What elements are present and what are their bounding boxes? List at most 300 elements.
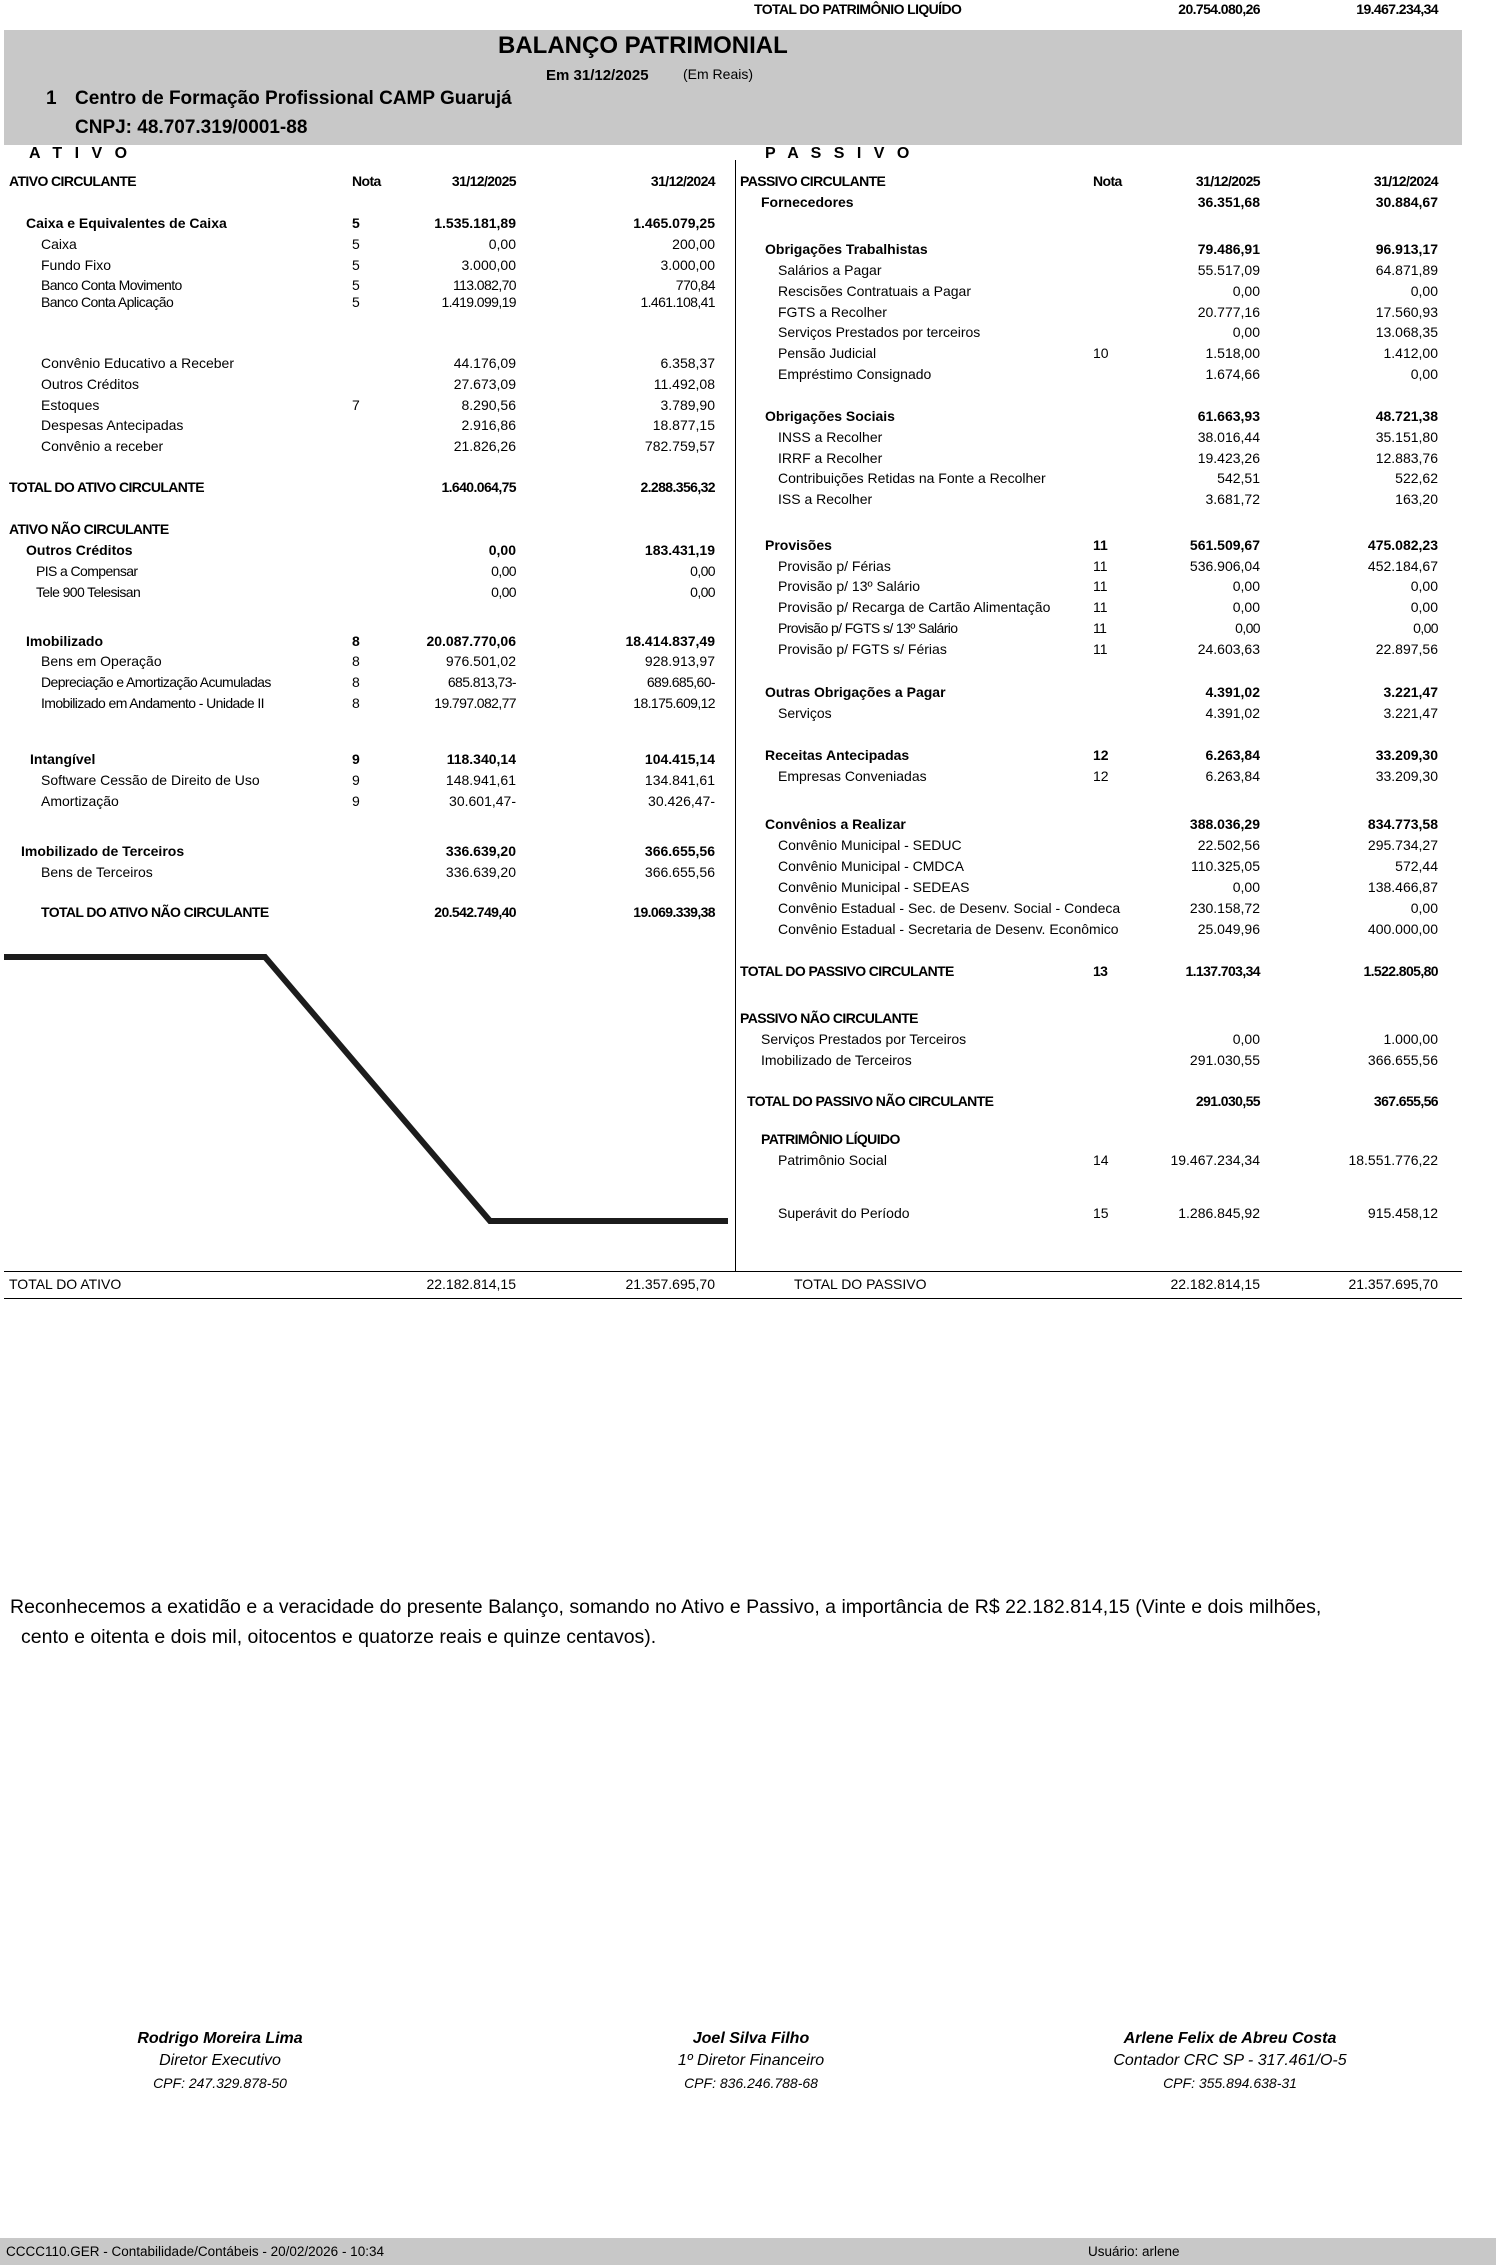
footer-user: Usuário: arlene	[1088, 2244, 1180, 2259]
row-value-2024: 31/12/2024	[1373, 173, 1438, 189]
ativo-row	[0, 293, 735, 311]
passivo-row	[735, 193, 1496, 211]
row-value-2024: 689.685,60-	[646, 674, 715, 690]
ativo-row	[0, 863, 735, 881]
row-nota: 8	[352, 633, 360, 649]
row-value-2024: 1.412,00	[1383, 345, 1438, 361]
row-label: Patrimônio Social	[778, 1152, 887, 1168]
row-value-2025: 6.263,84	[1205, 768, 1260, 784]
declaration-text	[10, 1592, 1470, 1652]
passivo-row	[735, 577, 1496, 595]
row-value-2024: 19.069.339,38	[633, 904, 715, 920]
row-value-2024: 0,00	[1410, 283, 1438, 299]
passivo-row	[735, 240, 1496, 258]
blank-area-cancel-line	[0, 945, 735, 1235]
row-value-2025: 31/12/2025	[451, 173, 516, 189]
row-value-2024: 6.358,37	[660, 355, 715, 371]
row-label: Receitas Antecipadas	[765, 747, 910, 763]
row-nota: Nota	[1093, 173, 1122, 189]
passivo-row	[735, 323, 1496, 341]
row-value-2024: 522,62	[1395, 470, 1438, 486]
row-value-2025: 79.486,91	[1197, 241, 1260, 257]
row-label: Imobilizado de Terceiros	[761, 1052, 912, 1068]
signer-cpf: CPF: 836.246.788-68	[684, 2075, 818, 2091]
signer-cpf: CPF: 355.894.638-31	[1163, 2075, 1297, 2091]
passivo-row	[735, 815, 1496, 833]
row-value-2024: 295.734,27	[1367, 837, 1438, 853]
row-label: Serviços Prestados por Terceiros	[761, 1031, 967, 1047]
declaration-line-2: cento e oitenta e dois mil, oitocentos e quatorze reais e quinze centavos).	[21, 1626, 657, 1648]
row-value-2025: 19.467.234,34	[1170, 1152, 1260, 1168]
ativo-row	[0, 694, 735, 712]
passivo-row	[735, 428, 1496, 446]
ativo-heading: A T I V O	[29, 145, 132, 162]
row-value-2025: 24.603,63	[1197, 641, 1260, 657]
row-value-2024: 134.841,61	[644, 772, 715, 788]
row-value-2025: 44.176,09	[453, 355, 516, 371]
row-label: PATRIMÔNIO LÍQUIDO	[761, 1131, 900, 1147]
row-label: TOTAL DO PATRIMÔNIO LIQUÍDO	[754, 1, 962, 17]
row-value-2025: 20.087.770,06	[426, 633, 516, 649]
passivo-row	[735, 557, 1496, 575]
row-value-2025: 0,00	[1232, 324, 1260, 340]
ativo-row	[0, 214, 735, 232]
passivo-row	[735, 1051, 1496, 1069]
row-label: Depreciação e Amortização Acumuladas	[41, 674, 271, 690]
row-nota: 5	[352, 215, 360, 231]
row-label: Contribuições Retidas na Fonte a Recolher	[778, 470, 1046, 486]
signer-name: Arlene Felix de Abreu Costa	[1123, 2030, 1337, 2047]
passivo-row	[735, 878, 1496, 896]
row-label: Empresas Conveniadas	[778, 768, 927, 784]
row-nota: 9	[352, 772, 360, 788]
row-value-2024: 834.773,58	[1367, 816, 1438, 832]
row-value-2025: 0,00	[1232, 599, 1260, 615]
row-value-2024: 0,00	[1410, 900, 1438, 916]
row-value-2024: 31/12/2024	[650, 173, 715, 189]
ativo-row	[0, 750, 735, 768]
row-value-2025: 20.542.749,40	[434, 904, 516, 920]
signer-role: Contador CRC SP - 317.461/O-5	[1113, 2052, 1347, 2069]
total-ativo-label: TOTAL DO ATIVO	[9, 1276, 122, 1292]
row-value-2025: 38.016,44	[1197, 429, 1260, 445]
row-label: ISS a Recolher	[778, 491, 873, 507]
footer-bar	[0, 2238, 1496, 2265]
row-value-2025: 22.502,56	[1197, 837, 1260, 853]
row-value-2025: 536.906,04	[1189, 558, 1260, 574]
row-label: Convênio a receber	[41, 438, 164, 454]
row-value-2024: 452.184,67	[1367, 558, 1438, 574]
row-label: Provisão p/ FGTS s/ 13º Salário	[778, 620, 958, 636]
row-value-2024: 3.221,47	[1383, 684, 1438, 700]
row-value-2024: 18.414.837,49	[625, 633, 715, 649]
row-label: Pensão Judicial	[778, 345, 877, 361]
row-value-2024: 400.000,00	[1367, 921, 1438, 937]
passivo-row	[735, 407, 1496, 425]
ativo-row	[0, 792, 735, 810]
row-nota: 10	[1093, 345, 1109, 361]
row-value-2024: 366.655,56	[1367, 1052, 1438, 1068]
row-label: Empréstimo Consignado	[778, 366, 932, 382]
passivo-row	[735, 536, 1496, 554]
row-label: PIS a Compensar	[36, 563, 138, 579]
passivo-row	[735, 261, 1496, 279]
passivo-row	[735, 899, 1496, 917]
row-label: Provisão p/ Recarga de Cartão Alimentação	[778, 599, 1051, 615]
signature-accountant	[1050, 2028, 1410, 2094]
passivo-row	[735, 767, 1496, 785]
row-label: Bens em Operação	[41, 653, 162, 669]
row-label: Convênio Municipal - SEDEAS	[778, 879, 970, 895]
entity-name: Centro de Formação Profissional CAMP Guarujá	[75, 88, 512, 109]
row-value-2025: 25.049,96	[1197, 921, 1260, 937]
row-nota: 9	[352, 751, 360, 767]
row-label: Provisão p/ FGTS s/ Férias	[778, 641, 947, 657]
row-nota: 11	[1093, 641, 1108, 657]
total-passivo-2025: 22.182.814,15	[1170, 1276, 1260, 1292]
row-value-2024: 0,00	[1410, 599, 1438, 615]
row-value-2025: 0,00	[491, 563, 516, 579]
row-label: TOTAL DO ATIVO NÃO CIRCULANTE	[41, 904, 269, 920]
row-label: Rescisões Contratuais a Pagar	[778, 283, 971, 299]
ativo-row	[0, 235, 735, 253]
row-value-2025: 118.340,14	[446, 751, 516, 767]
row-label: TOTAL DO ATIVO CIRCULANTE	[9, 479, 204, 495]
row-value-2025: 19.797.082,77	[434, 695, 516, 711]
ativo-row	[0, 396, 735, 414]
passivo-row	[735, 490, 1496, 508]
row-label: Convênio Educativo a Receber	[41, 355, 235, 371]
row-value-2024: 928.913,97	[644, 653, 715, 669]
passivo-row	[735, 598, 1496, 616]
row-value-2024: 64.871,89	[1375, 262, 1438, 278]
row-value-2025: 542,51	[1217, 470, 1260, 486]
ativo-row	[0, 354, 735, 372]
ativo-row	[0, 541, 735, 559]
passivo-row	[735, 746, 1496, 764]
ativo-row	[0, 842, 735, 860]
row-value-2024: 33.209,30	[1375, 747, 1438, 763]
passivo-row	[735, 962, 1496, 980]
row-value-2024: 18.551.776,22	[1348, 1152, 1438, 1168]
passivo-row	[735, 1130, 1496, 1148]
row-value-2024: 770,84	[675, 277, 715, 293]
row-label: Serviços Prestados por terceiros	[778, 324, 981, 340]
row-value-2025: 0,00	[1232, 283, 1260, 299]
row-label: IRRF a Recolher	[778, 450, 883, 466]
signature-executive-director	[40, 2028, 400, 2094]
ativo-row	[0, 583, 735, 601]
ativo-row	[0, 520, 735, 538]
row-value-2024: 30.884,67	[1375, 194, 1438, 210]
row-value-2024: 782.759,57	[644, 438, 715, 454]
row-value-2025: 1.286.845,92	[1178, 1205, 1260, 1221]
row-value-2024: 35.151,80	[1375, 429, 1438, 445]
row-label: Caixa e Equivalentes de Caixa	[26, 215, 227, 231]
row-value-2025: 0,00	[488, 236, 516, 252]
row-nota: 13	[1093, 963, 1108, 979]
passivo-row	[735, 619, 1496, 637]
row-nota: 11	[1093, 620, 1107, 636]
row-value-2024: 1.522.805,80	[1363, 963, 1438, 979]
row-value-2024: 0,00	[1410, 578, 1438, 594]
row-label: Amortização	[41, 793, 119, 809]
row-label: Estoques	[41, 397, 100, 413]
passivo-row	[735, 1009, 1496, 1027]
row-nota: 12	[1093, 768, 1109, 784]
row-nota: 8	[352, 653, 360, 669]
row-value-2025: 55.517,09	[1197, 262, 1260, 278]
row-label: Convênio Municipal - SEDUC	[778, 837, 962, 853]
passivo-row	[735, 683, 1496, 701]
row-label: Provisões	[765, 537, 832, 553]
ativo-row	[0, 652, 735, 670]
row-value-2025: 27.673,09	[453, 376, 516, 392]
row-label: Convênio Municipal - CMDCA	[778, 858, 964, 874]
row-label: Fornecedores	[761, 194, 854, 210]
signer-name: Joel Silva Filho	[692, 2030, 810, 2047]
row-nota: 5	[352, 294, 360, 310]
row-value-2025: 0,00	[488, 542, 516, 558]
passivo-row	[735, 1092, 1496, 1110]
total-ativo-2025: 22.182.814,15	[426, 1276, 516, 1292]
signer-name: Rodrigo Moreira Lima	[137, 2030, 303, 2047]
row-value-2025: 336.639,20	[445, 864, 516, 880]
row-label: PASSIVO NÃO CIRCULANTE	[740, 1010, 918, 1026]
entity-cnpj: CNPJ: 48.707.319/0001-88	[75, 117, 308, 138]
row-value-2024: 30.426,47-	[648, 793, 715, 809]
ativo-row	[0, 437, 735, 455]
row-value-2025: 561.509,67	[1189, 537, 1260, 553]
row-value-2025: 36.351,68	[1197, 194, 1260, 210]
passivo-row	[735, 704, 1496, 722]
row-label: Outros Créditos	[26, 542, 133, 558]
row-value-2024: 200,00	[672, 236, 715, 252]
row-label: Intangível	[30, 751, 96, 767]
row-label: Convênio Estadual - Sec. de Desenv. Social - Condeca	[778, 900, 1121, 916]
row-label: Salários a Pagar	[778, 262, 882, 278]
row-value-2024: 1.000,00	[1383, 1031, 1438, 1047]
ativo-row	[0, 416, 735, 434]
row-value-2025: 148.941,61	[445, 772, 516, 788]
signature-financial-director	[571, 2028, 931, 2094]
row-value-2025: 1.640.064,75	[441, 479, 516, 495]
passivo-row	[735, 303, 1496, 321]
ativo-row	[0, 256, 735, 274]
ativo-row	[0, 903, 735, 921]
row-value-2024: 3.000,00	[660, 257, 715, 273]
row-value-2025: 291.030,55	[1195, 1093, 1260, 1109]
row-label: PASSIVO CIRCULANTE	[740, 173, 886, 189]
row-label: TOTAL DO PASSIVO CIRCULANTE	[740, 963, 954, 979]
total-ativo-2024: 21.357.695,70	[625, 1276, 715, 1292]
passivo-row	[735, 172, 1496, 190]
row-value-2024: 18.877,15	[652, 417, 715, 433]
ativo-row	[0, 771, 735, 789]
row-value-2025: 20.777,16	[1197, 304, 1260, 320]
passivo-row	[735, 0, 1496, 18]
row-label: Provisão p/ 13º Salário	[778, 578, 921, 594]
row-value-2024: 17.560,93	[1375, 304, 1438, 320]
row-value-2025: 113.082,70	[452, 277, 516, 293]
row-value-2024: 0,00	[1413, 620, 1438, 636]
row-label: Provisão p/ Férias	[778, 558, 891, 574]
row-value-2025: 4.391,02	[1205, 684, 1260, 700]
row-value-2024: 22.897,56	[1375, 641, 1438, 657]
passivo-heading: P A S S I V O	[765, 145, 914, 162]
passivo-row	[735, 640, 1496, 658]
row-value-2024: 0,00	[1410, 366, 1438, 382]
row-value-2025: 19.423,26	[1197, 450, 1260, 466]
row-label: INSS a Recolher	[778, 429, 883, 445]
row-nota: 11	[1093, 558, 1108, 574]
row-nota: 9	[352, 793, 360, 809]
ativo-row	[0, 172, 735, 190]
row-value-2024: 3.789,90	[660, 397, 715, 413]
row-value-2025: 4.391,02	[1205, 705, 1260, 721]
row-nota: 5	[352, 236, 360, 252]
row-value-2025: 336.639,20	[445, 843, 516, 859]
signer-role: Diretor Executivo	[159, 2052, 281, 2069]
row-nota: Nota	[352, 173, 381, 189]
row-nota: 7	[352, 397, 360, 413]
row-value-2024: 3.221,47	[1383, 705, 1438, 721]
row-label: Software Cessão de Direito de Uso	[41, 772, 260, 788]
total-passivo-2024: 21.357.695,70	[1348, 1276, 1438, 1292]
row-value-2025: 30.601,47-	[449, 793, 516, 809]
row-nota: 11	[1093, 599, 1108, 615]
row-value-2024: 0,00	[690, 584, 715, 600]
row-value-2025: 0,00	[1232, 879, 1260, 895]
row-nota: 5	[352, 257, 360, 273]
row-value-2024: 475.082,23	[1367, 537, 1438, 553]
row-label: Superávit do Período	[778, 1205, 910, 1221]
row-label: ATIVO NÃO CIRCULANTE	[9, 521, 169, 537]
passivo-row	[735, 469, 1496, 487]
row-value-2024: 915.458,12	[1367, 1205, 1438, 1221]
passivo-row	[735, 920, 1496, 938]
row-value-2025: 3.000,00	[461, 257, 516, 273]
row-label: Serviços	[778, 705, 832, 721]
row-value-2025: 1.419.099,19	[441, 294, 516, 310]
row-nota: 14	[1093, 1152, 1109, 1168]
row-value-2025: 0,00	[1232, 1031, 1260, 1047]
row-nota: 15	[1093, 1205, 1109, 1221]
row-value-2024: 13.068,35	[1375, 324, 1438, 340]
row-value-2025: 31/12/2025	[1195, 173, 1260, 189]
row-value-2025: 2.916,86	[461, 417, 516, 433]
total-passivo-label: TOTAL DO PASSIVO	[794, 1276, 927, 1292]
row-label: Convênio Estadual - Secretaria de Desenv. Econômico	[778, 921, 1119, 937]
row-label: ATIVO CIRCULANTE	[9, 173, 137, 189]
row-label: Banco Conta Movimento	[41, 277, 182, 293]
totals-row	[0, 1275, 1496, 1293]
row-label: Tele 900 Telesisan	[36, 584, 141, 600]
row-nota: 12	[1093, 747, 1109, 763]
ativo-row	[0, 478, 735, 496]
row-label: Outras Obrigações a Pagar	[765, 684, 946, 700]
row-value-2024: 366.655,56	[644, 843, 715, 859]
row-value-2025: 1.137.703,34	[1185, 963, 1260, 979]
column-divider	[735, 160, 736, 1272]
report-unit: (Em Reais)	[683, 66, 754, 82]
row-label: Despesas Antecipadas	[41, 417, 184, 433]
row-nota: 5	[352, 277, 360, 293]
row-label: Caixa	[41, 236, 77, 252]
row-value-2025: 1.674,66	[1205, 366, 1260, 382]
row-value-2025: 0,00	[491, 584, 516, 600]
row-value-2024: 572,44	[1395, 858, 1438, 874]
row-value-2025: 1.535.181,89	[434, 215, 516, 231]
row-value-2025: 6.263,84	[1205, 747, 1260, 763]
row-label: Imobilizado	[26, 633, 103, 649]
row-value-2025: 8.290,56	[461, 397, 516, 413]
entity-number: 1	[46, 88, 57, 109]
passivo-row	[735, 282, 1496, 300]
passivo-row	[735, 1204, 1496, 1222]
row-value-2025: 0,00	[1232, 578, 1260, 594]
row-value-2024: 138.466,87	[1367, 879, 1438, 895]
ativo-row	[0, 375, 735, 393]
ativo-row	[0, 562, 735, 580]
declaration-line-1: Reconhecemos a exatidão e a veracidade do presente Balanço, somando no Ativo e Passivo, a importância de R$ 22.182.814,15 (Vinte e dois milhões,	[10, 1596, 1322, 1618]
row-value-2025: 388.036,29	[1189, 816, 1260, 832]
row-value-2024: 183.431,19	[644, 542, 715, 558]
row-nota: 11	[1093, 578, 1108, 594]
row-label: Outros Créditos	[41, 376, 140, 392]
totals-top-rule	[4, 1271, 1462, 1272]
row-value-2024: 367.655,56	[1373, 1093, 1438, 1109]
passivo-row	[735, 449, 1496, 467]
row-label: FGTS a Recolher	[778, 304, 887, 320]
row-label: Obrigações Sociais	[765, 408, 895, 424]
row-value-2024: 33.209,30	[1375, 768, 1438, 784]
row-value-2025: 61.663,93	[1197, 408, 1260, 424]
row-label: Imobilizado de Terceiros	[21, 843, 185, 859]
passivo-row	[735, 836, 1496, 854]
row-value-2025: 1.518,00	[1205, 345, 1260, 361]
row-value-2024: 2.288.356,32	[640, 479, 715, 495]
footer-system-info: CCCC110.GER - Contabilidade/Contábeis - 20/02/2026 - 10:34	[6, 2244, 384, 2259]
row-value-2024: 1.465.079,25	[633, 215, 715, 231]
row-value-2024: 1.461.108,41	[640, 294, 715, 310]
row-value-2024: 104.415,14	[644, 751, 715, 767]
row-label: Obrigações Trabalhistas	[765, 241, 928, 257]
row-value-2025: 3.681,72	[1205, 491, 1260, 507]
row-value-2024: 12.883,76	[1375, 450, 1438, 466]
row-value-2025: 685.813,73-	[447, 674, 516, 690]
row-value-2024: 0,00	[690, 563, 715, 579]
signer-cpf: CPF: 247.329.878-50	[153, 2075, 287, 2091]
row-value-2025: 976.501,02	[445, 653, 516, 669]
report-title: BALANÇO PATRIMONIAL	[498, 32, 788, 59]
passivo-row	[735, 1151, 1496, 1169]
row-value-2025: 230.158,72	[1189, 900, 1260, 916]
row-label: Banco Conta Aplicação	[41, 294, 174, 310]
row-value-2025: 291.030,55	[1189, 1052, 1260, 1068]
row-value-2024: 163,20	[1395, 491, 1438, 507]
row-value-2025: 0,00	[1235, 620, 1260, 636]
report-date: Em 31/12/2025	[546, 67, 649, 84]
signer-role: 1º Diretor Financeiro	[677, 2052, 825, 2069]
row-value-2024: 19.467.234,34	[1356, 1, 1438, 17]
row-value-2025: 110.325,05	[1190, 858, 1260, 874]
row-value-2025: 21.826,26	[453, 438, 516, 454]
ativo-row	[0, 673, 735, 691]
passivo-row	[735, 344, 1496, 362]
row-value-2024: 11.492,08	[653, 376, 715, 392]
row-nota: 11	[1093, 537, 1108, 553]
